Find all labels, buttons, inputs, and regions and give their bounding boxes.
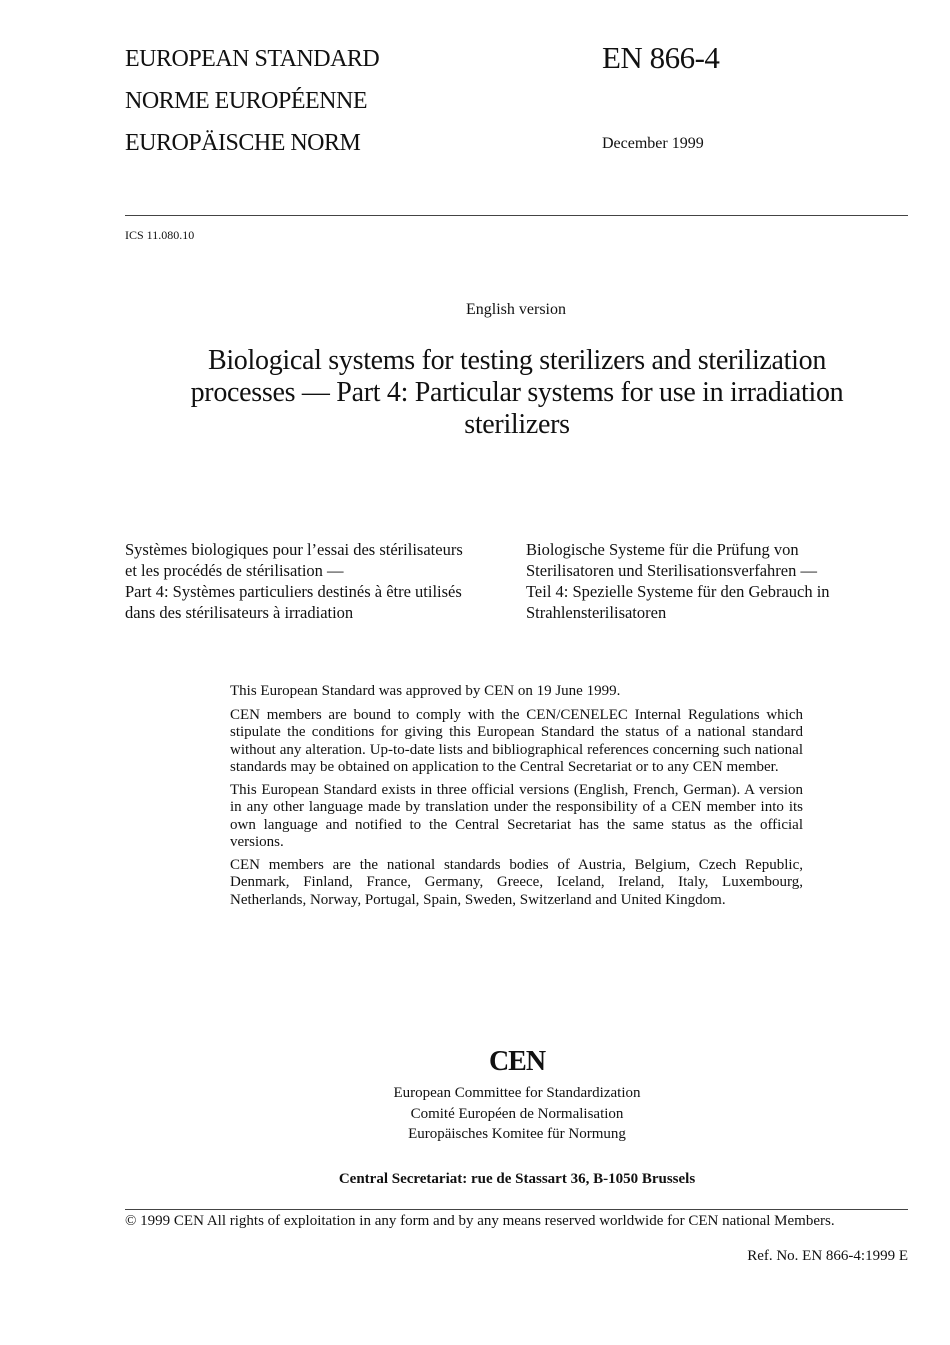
header-divider bbox=[125, 215, 908, 216]
standard-name-german: EUROPÄISCHE NORM bbox=[125, 130, 361, 156]
german-title-line: Strahlensterilisatoren bbox=[526, 603, 667, 622]
approval-paragraph: This European Standard was approved by CEN on 19 June 1999. bbox=[230, 683, 621, 699]
secretariat-address: Central Secretariat: rue de Stassart 36, B-1050 Brussels bbox=[338, 1171, 696, 1187]
german-title bbox=[526, 539, 906, 623]
french-title bbox=[125, 539, 515, 623]
versions-paragraph: This European Standard exists in three official versions (English, French, German). A version in any other language made by translation under the responsibility of a CEN member into its own language and notified to the Central Secretariat has the same status as the official versions. bbox=[230, 781, 803, 850]
french-title-line: dans des stérilisateurs à irradiation bbox=[125, 603, 354, 622]
standard-name-english: EUROPEAN STANDARD bbox=[125, 46, 380, 72]
regulations-paragraph: CEN members are bound to comply with the CEN/CENELEC Internal Regulations which stipulate the conditions for giving this European Standard the status of a national standard without any alteration. Up-to-date lists and bibliographical references concerning such national standards may be obtained on application to the Central Secretariat or to any CEN member. bbox=[230, 706, 803, 775]
document-date: December 1999 bbox=[602, 135, 704, 152]
version-note: English version bbox=[466, 301, 566, 318]
copyright-notice: © 1999 CEN All rights of exploitation in any form and by any means reserved worldwide for CEN national Members. bbox=[125, 1213, 835, 1229]
committee-name-german: Europäisches Komitee für Normung bbox=[408, 1126, 626, 1142]
committee-name-english: European Committee for Standardization bbox=[393, 1085, 641, 1101]
german-title-line: Teil 4: Spezielle Systeme für den Gebrauch in bbox=[526, 582, 830, 601]
members-paragraph: CEN members are the national standards bodies of Austria, Belgium, Czech Republic, Denmark, Finland, France, Germany, Greece, Iceland, Ireland, Italy, Luxembourg, Netherlands, Norway, Portugal, Spain, Sweden, Switzerland and United Kingdom. bbox=[230, 856, 803, 908]
title-line: processes — Part 4: Particular systems for use in irradiation bbox=[190, 377, 844, 408]
standard-name-french: NORME EUROPÉENNE bbox=[125, 88, 367, 114]
french-title-line: Part 4: Systèmes particuliers destinés à être utilisés bbox=[125, 582, 462, 601]
document-number: EN 866-4 bbox=[602, 40, 720, 75]
committee-name-french: Comité Européen de Normalisation bbox=[410, 1105, 624, 1122]
german-title-line: Sterilisatoren und Sterilisationsverfahren — bbox=[526, 561, 817, 580]
reference-number: Ref. No. EN 866-4:1999 E bbox=[747, 1248, 908, 1264]
german-title-line: Biologische Systeme für die Prüfung von bbox=[526, 540, 799, 559]
french-title-line: et les procédés de stérilisation — bbox=[125, 561, 344, 580]
title-line: sterilizers bbox=[464, 409, 570, 440]
approval-notice bbox=[230, 683, 803, 914]
title-line: Biological systems for testing sterilizers and sterilization bbox=[207, 345, 827, 376]
document-title bbox=[150, 345, 884, 441]
cen-logo: CEN bbox=[488, 1046, 546, 1077]
ics-code: ICS 11.080.10 bbox=[125, 228, 195, 242]
footer-divider bbox=[125, 1209, 908, 1210]
committee-names bbox=[0, 1083, 950, 1145]
french-title-line: Systèmes biologiques pour l’essai des stérilisateurs bbox=[125, 540, 463, 559]
